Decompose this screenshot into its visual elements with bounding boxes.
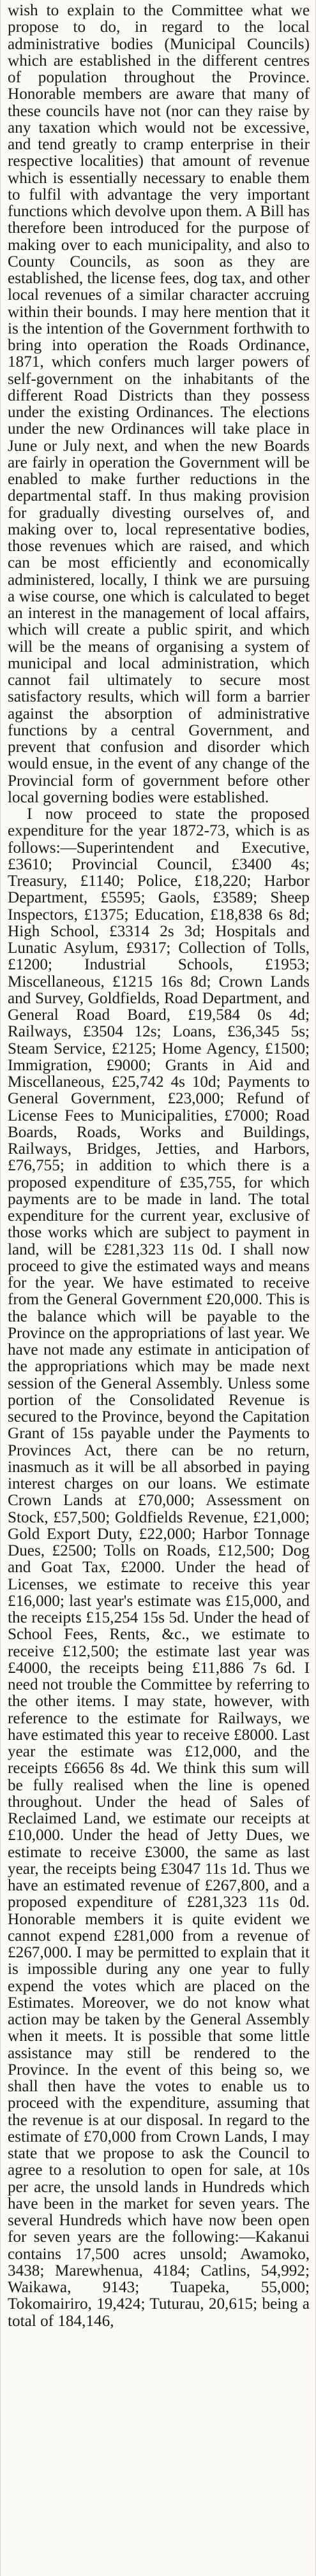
page-left-rule xyxy=(0,0,1,2576)
article-paragraph-estimates: I now proceed to state the proposed expenditure for the year 1872-73, which is as follows:—Superintendent and Executive, £3610; Provincial Council, £3400 4s; Treasury, £1140; Police, £18,220; Harbor Department, £5595; Gaols, £3589; Sheep Inspectors, £1375; Education, £18,838 6s 8d; High School, £3314 2s 3d; Hospitals and Lunatic Asylum, £9317; Collection of Tolls, £1200; Industrial Schools, £1953; Miscellaneous, £1215 16s 8d; Crown Lands and Survey, Goldfields, Road Department, and General Road Board, £19,584 0s 4d; Railways, £3504 12s; Loans, £36,345 5s; Steam Service, £2125; Home Agency, £1500; Immigration, £9000; Grants in Aid and Miscellaneous, £25,742 4s 10d; Payments to General Government, £23,000; Refund of License Fees to Municipalities, £7000; Road Boards, Roads, Works and Buildings, Railways, Bridges, Jetties, and Harbors, £76,755; in addition to which there is a proposed expenditure of £35,755, for which payments are to be made in land. The total expenditure for the current year, exclusive of those works which are subject to payment in land, will be £281,323 11s 0d. I shall now proceed to give the estimated ways and means for the year. We have estimated to receive from the General Government £20,000. This is the balance which will be payable to the Province on the appropriations of last year. We have not made any estimate in anticipation of the appropriations which may be made next session of the General Assembly. Unless some portion of the Consolidated Revenue is secured to the Province, beyond the Capitation Grant of 15s payable under the Payments to Provinces Act, there can be no return, inasmuch as it will be all absorbed in paying interest charges on our loans. We estimate Crown Lands at £70,000; Assessment on Stock, £57,500; Goldfields Revenue, £21,000; Gold Export Duty, £22,000; Harbor Tonnage Dues, £2500; Tolls on Roads, £12,500; Dog and Goat Tax, £2000. Under the head of Licenses, we estimate to receive this year £16,000; last year's estimate was £15,000, and the receipts £15,254 15s 5d. Under the head of School Fees, Rents, &c., we estimate to receive £12,500; the estimate last year was £4000, the receipts being £11,886 7s 6d. I need not trouble the Committee by referring to the other items. I may state, however, with reference to the estimate for Railways, we have estimated this year to receive £8000. Last year the estimate was £12,000, and the receipts £6656 8s 4d. We think this sum will be fully realised when the line is opened throughout. Under the head of Sales of Reclaimed Land, we estimate our receipts at £10,000. Under the head of Jetty Dues, we estimate to receive £3000, the same as last year, the receipts being £3047 11s 1d. Thus we have an estimated revenue of £267,800, and a proposed expenditure of £281,323 11s 0d. Honorable members it is quite evident we cannot expend £281,000 from a revenue of £267,000. I may be permitted to explain that it is impossible during any one year to fully expend the votes which are placed on the Estimates. Moreover, we do not know what action may be taken by the General Assembly when it meets. It is possible that some little assistance may still be rendered to the Province. In the event of this being so, we shall then have the votes to enable us to proceed with the expenditure, assuming that the revenue is at our disposal. In regard to the estimate of £70,000 from Crown Lands, I may state that we propose to ask the Council to agree to a resolution to open for sale, at 10s per acre, the unsold lands in Hundreds which have been in the market for seven years. The several Hundreds which have now been open for seven years are the following:—Kakanui contains 17,500 acres unsold; Awamoko, 3438; Marewhenua, 4184; Catlins, 54,992; Waikawa, 9143; Tuapeka, 55,000; Tokomairiro, 19,424; Tuturau, 20,615; being a total of 184,146, xyxy=(8,806,310,2330)
article-paragraph-local-bodies: wish to explain to the Committee what we propose to do, in regard to the local administrative bodies (Municipal Councils) which are established in the different centres of population throughout the Province. Honorable members are aware that many of these councils have not (nor can they raise by any taxation which would not be excessive, and tend greatly to cramp enterprise in their respective localities) that amount of revenue which is essentially necessary to enable them to fulfil with advantage the very important functions which devolve upon them. A Bill has therefore been introduced for the purpose of making over to each municipality, and also to County Councils, as soon as they are established, the license fees, dog tax, and other local revenues of a similar character accruing within their bounds. I may here mention that it is the intention of the Government forthwith to bring into operation the Roads Ordinance, 1871, which confers much larger powers of self-government on the inhabitants of the different Road Districts than they possess under the existing Ordinances. The elections under the new Ordinances will take place in June or July next, and when the new Boards are fairly in operation the Government will be enabled to make further reductions in the departmental staff. In thus making provision for gradually divesting ourselves of, and making over to, local representative bodies, those revenues which are raised, and which can be most efficiently and economically administered, locally, I think we are pursuing a wise course, one which is calculated to beget an interest in the management of local affairs, which will create a public spirit, and which will be the means of organising a system of municipal and local administration, which cannot fail ultimately to secure most satisfactory results, which will form a barrier against the absorption of administrative functions by a central Government, and prevent that confusion and disorder which would ensue, in the event of any change of the Provincial form of government before other local governing bodies were established. xyxy=(8,2,310,806)
